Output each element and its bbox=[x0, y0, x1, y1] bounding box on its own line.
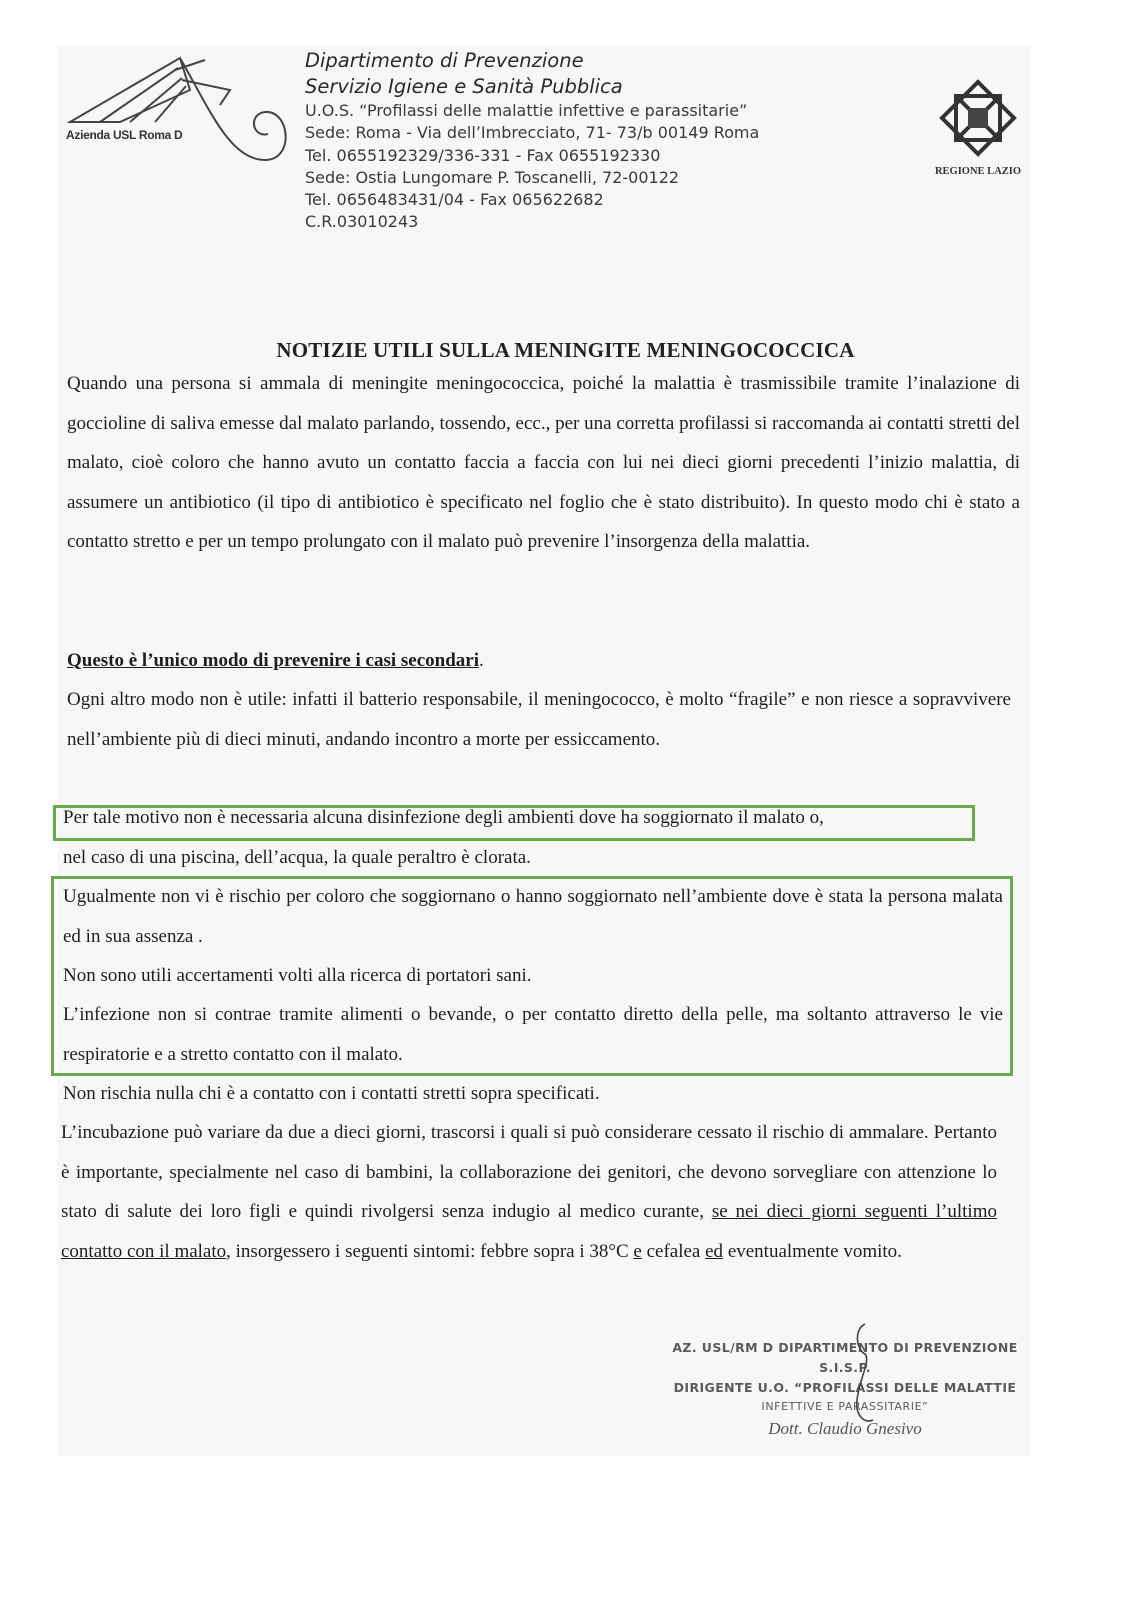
regione-lazio-label: REGIONE LAZIO bbox=[934, 166, 1022, 177]
disinfection-line-1: Per tale motivo non è necessaria alcuna disinfezione degli ambienti dove ha soggiornato il malato o, bbox=[63, 807, 824, 828]
stamp-line-3: INFETTIVE E PARASSITARIE” bbox=[761, 1400, 929, 1413]
incubation-text-2: , insorgessero i seguenti sintomi: febbre sopra i 38°C bbox=[226, 1240, 634, 1262]
header-info-line: Sede: Ostia Lungomare P. Toscanelli, 72-00122 bbox=[305, 167, 680, 187]
incubation-text-4: eventualmente vomito. bbox=[723, 1240, 902, 1262]
incubation-text-3: cefalea bbox=[641, 1240, 706, 1262]
header-block bbox=[305, 48, 759, 234]
paragraph-no-risk: Ugualmente non vi è rischio per coloro che soggiornano o hanno soggiornato nell’ambiente dove è stata la persona malata ed in sua assenza . bbox=[63, 886, 1003, 947]
paragraph-contacts: Non rischia nulla chi è a contatto con i contatti stretti sopra specificati. bbox=[63, 1083, 600, 1104]
document-title: NOTIZIE UTILI SULLA MENINGITE MENINGOCOCCICA bbox=[276, 338, 855, 362]
official-stamp bbox=[655, 1338, 1035, 1442]
signature-mark bbox=[835, 1320, 895, 1430]
incubation-text: L’incubazione può variare da due a dieci giorni, trascorsi i quali si può considerare cessato il rischio di ammalare. Pertanto è importante, specialmente nel caso di bambini, la collaborazione dei genitori, che devono sorvegliare con attenzione lo stato di salute dei loro figli e quindi rivolgersi senza indugio al medico curante, bbox=[61, 1122, 997, 1223]
incubation-conj-ed: ed bbox=[705, 1240, 724, 1262]
asl-roma-d-logo bbox=[60, 50, 290, 180]
paragraph-intro: Quando una persona si ammala di meningite meningococcica, poiché la malattia è trasmissibile tramite l’inalazione di goccioline di saliva emesse dal malato parlando, tossendo, ecc., per una corretta profilassi si raccomanda ai contatti stretti del malato, cioè coloro che hanno avuto un contatto faccia a faccia con lui nei dieci giorni precedenti l’inizio malattia, di assumere un antibiotico (il tipo di antibiotico è specificato nel foglio che è stato distribuito). In questo modo chi è stato a contatto stretto e per un tempo prolungato con il malato può prevenire l’insorgenza della malattia. bbox=[67, 373, 1020, 553]
regione-lazio-logo bbox=[928, 78, 1028, 188]
highlight-box-small bbox=[53, 805, 975, 841]
incubation-underlined: se nei dieci giorni seguenti l’ultimo contatto con il malato bbox=[61, 1201, 997, 1262]
header-info-line: Sede: Roma - Via dell’Imbrecciato, 71- 73/b 00149 Roma bbox=[305, 123, 760, 143]
stamp-line-1: AZ. USL/RM D DIPARTIMENTO DI PREVENZIONE S.I.S.P. bbox=[672, 1340, 1018, 1375]
key-point-period: . bbox=[479, 650, 484, 671]
paragraph-carriers: Non sono utili accertamenti volti alla ricerca di portatori sani. bbox=[63, 965, 532, 986]
disinfection-line-2: nel caso di una piscina, dell’acqua, la quale peraltro è clorata. bbox=[63, 846, 531, 868]
key-point-text: Questo è l’unico modo di prevenire i casi secondari bbox=[67, 650, 480, 671]
stamp-signatory: Dott. Claudio Gnesivo bbox=[768, 1419, 922, 1438]
asl-logo-label: Azienda USL Roma D bbox=[66, 128, 183, 142]
highlight-box-large bbox=[51, 876, 1013, 1076]
department-name: Dipartimento di Prevenzione bbox=[305, 49, 584, 72]
stamp-line-2: DIRIGENTE U.O. “PROFILASSI DELLE MALATTIE bbox=[673, 1380, 1017, 1395]
paragraph-key-point bbox=[67, 641, 1023, 681]
asl-logo-graphic bbox=[60, 50, 290, 180]
regione-lazio-emblem bbox=[938, 78, 1018, 158]
incubation-conj-e: e bbox=[633, 1240, 642, 1262]
paragraph-bacterium: Ogni altro modo non è utile: infatti il batterio responsabile, il meningococco, è molto “fragile” e non riesce a sopravvivere nell’ambiente più di dieci minuti, andando incontro a morte per essiccamento. bbox=[67, 689, 1011, 750]
paragraph-incubation bbox=[61, 1113, 997, 1271]
header-info-line: U.O.S. “Profilassi delle malattie infettive e parassitarie” bbox=[305, 101, 748, 120]
header-info-line: Tel. 0656483431/04 - Fax 065622682 bbox=[305, 190, 604, 210]
header-info-line: C.R.03010243 bbox=[305, 212, 419, 232]
header-info-line: Tel. 0655192329/336-331 - Fax 0655192330 bbox=[305, 145, 661, 165]
paragraph-transmission: L’infezione non si contrae tramite alimenti o bevande, o per contatto diretto della pelle, ma soltanto attraverso le vie respiratorie e a stretto contatto con il malato. bbox=[63, 1004, 1003, 1065]
service-name: Servizio Igiene e Sanità Pubblica bbox=[305, 75, 623, 98]
